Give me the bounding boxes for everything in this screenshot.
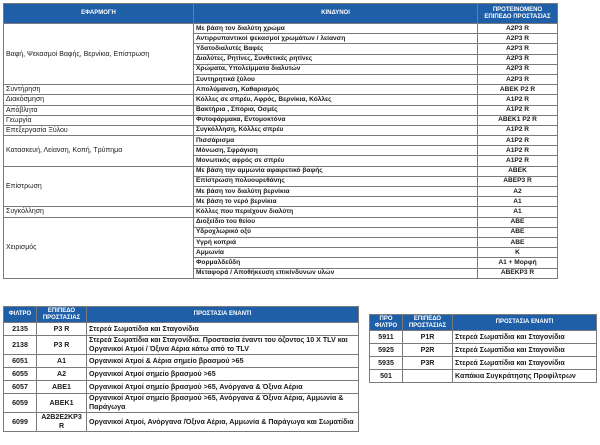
protection-level-cell: A2P3 R [478, 74, 558, 84]
header-filter: ΦΙΛΤΡΟ [4, 307, 37, 323]
application-cell: Συγκόλληση [4, 207, 194, 217]
level-cell: P2R [403, 344, 453, 357]
protection-cell: Στερεά Σωματίδια και Σταγονίδια. Προστασία έναντι του όζοντος 10 X TLV και Οργανικοί Ατμοί / Όξινα Αέρια κάτω από το TLV [87, 336, 359, 355]
level-cell: ABE1 [37, 381, 87, 394]
table-row [370, 357, 597, 370]
table-row [4, 85, 558, 95]
protection-level-cell: A1P2 R [478, 105, 558, 115]
code-cell: 6059 [4, 394, 37, 413]
level-cell: P3 R [37, 323, 87, 336]
protection-cell: Στερεά Σωματίδια και Σταγονίδια [453, 344, 597, 357]
level-cell: ABEK1 [37, 394, 87, 413]
protection-cell: Οργανικοί Ατμοί, Ανόργανα /Όξινα Αέρια, Αμμωνία & Παράγωγα και Σωματίδια [87, 413, 359, 432]
protection-level-cell: A2 [478, 187, 558, 197]
header-hazards: ΚΙΝΔΥΝΟΙ [194, 4, 478, 24]
hazard-cell: Με βάση τον διαλύτη βερνίκια [194, 187, 478, 197]
level-cell: P3 R [37, 336, 87, 355]
hazard-cell: Κόλλες σε σπρέυ, Αφρός, Βερνίκια, Κόλλες [194, 95, 478, 105]
protection-level-cell: A1P2 R [478, 136, 558, 146]
code-cell: 5911 [370, 331, 403, 344]
header-filter-level: ΕΠΙΠΕΔΟ ΠΡΟΣΤΑΣΙΑΣ [37, 307, 87, 323]
protection-level-cell: ABE [478, 227, 558, 237]
table-row [4, 381, 359, 394]
protection-cell: Οργανικοί Ατμοί σημείο βρασμού >65, Ανόργανα & Όξινα Αέρια [87, 381, 359, 394]
hazard-cell: Φορμαλδεΰδη [194, 258, 478, 268]
table-row [4, 394, 359, 413]
protection-level-cell: ABEK1 P2 R [478, 115, 558, 125]
header-prefilter-level: ΕΠΙΠΕΔΟ ΠΡΟΣΤΑΣΙΑΣ [403, 315, 453, 331]
code-cell: 6055 [4, 368, 37, 381]
protection-level-cell: ABEKP3 R [478, 268, 558, 278]
table-row [4, 336, 359, 355]
protection-level-cell: ABEK P2 R [478, 85, 558, 95]
protection-level-cell: K [478, 248, 558, 258]
protection-level-cell: A1P2 R [478, 156, 558, 166]
table-row [4, 217, 558, 227]
application-cell: Γεωργία [4, 115, 194, 125]
prefilter-table [369, 314, 597, 383]
hazard-cell: Βακτήρια , Σπόρια, Οσμές [194, 105, 478, 115]
code-cell: 2138 [4, 336, 37, 355]
level-cell: A1 [37, 355, 87, 368]
protection-cell: Στερεά Σωματίδια και Σταγονίδια [453, 331, 597, 344]
application-cell: Απόβλητα [4, 105, 194, 115]
application-cell: Κατασκευή, Λείανση, Κοπή, Τρύπημα [4, 136, 194, 167]
code-cell: 6051 [4, 355, 37, 368]
hazard-cell: Μονωτικός αφρός σε σπρέυ [194, 156, 478, 166]
protection-level-cell: ABEK [478, 166, 558, 176]
code-cell: 5925 [370, 344, 403, 357]
hazard-cell: Διοξείδιο του θείου [194, 217, 478, 227]
protection-level-cell: A1P2 R [478, 95, 558, 105]
hazard-cell: Με βάση τον διαλύτη χρώμα [194, 24, 478, 34]
table-row [4, 105, 558, 115]
hazard-cell: Με βάση το νερό βερνίκια [194, 197, 478, 207]
hazard-cell: Πισσάρισμα [194, 136, 478, 146]
table-row [4, 95, 558, 105]
header-protection-level: ΠΡΟΤΕΙΝΟΜΕΝΟ ΕΠΙΠΕΔΟ ΠΡΟΣΤΑΣΙΑΣ [478, 4, 558, 24]
protection-cell: Οργανικοί Ατμοί σημείο βρασμού >65, Ανόργανα & Όξινα Αέρια, Αμμωνία & Παράγωγα [87, 394, 359, 413]
protection-level-cell: A1 + Μορφή [478, 258, 558, 268]
code-cell: 2135 [4, 323, 37, 336]
code-cell: 5935 [370, 357, 403, 370]
hazard-cell: Υδατοδιαλυτές Βαφές [194, 44, 478, 54]
table-row [4, 368, 359, 381]
level-cell: P1R [403, 331, 453, 344]
application-cell: Επεξεργασία Ξύλου [4, 125, 194, 135]
hazard-cell: Απολύμανση, Καθαρισμός [194, 85, 478, 95]
hazard-cell: Υγρή κοπριά [194, 237, 478, 247]
protection-level-cell: A1P2 R [478, 146, 558, 156]
table-row [4, 125, 558, 135]
application-cell: Συντήρηση [4, 85, 194, 95]
hazard-cell: Μεταφορά / Αποθήκευση επικίνδυνων υλών [194, 268, 478, 278]
protection-level-cell: A2P3 R [478, 54, 558, 64]
hazard-cell: Αμμωνία [194, 248, 478, 258]
protection-level-cell: A2P3 R [478, 24, 558, 34]
protection-level-cell: ABEP3 R [478, 176, 558, 186]
table-row [4, 115, 558, 125]
code-cell: 6057 [4, 381, 37, 394]
table-row [4, 207, 558, 217]
protection-cell: Οργανικοί Ατμοί & Αέρια σημείο βρασμού >65 [87, 355, 359, 368]
table-row [4, 166, 558, 176]
hazard-cell: Χρώματα, Υπολείμματα διαλυτών [194, 64, 478, 74]
application-cell: Βαφή, Ψεκασμοί Βαφής, Βερνίκια, Επίστρωση [4, 24, 194, 85]
hazard-cell: Μόνωση, Σφράγιση [194, 146, 478, 156]
level-cell: A2B2E2KP3 R [37, 413, 87, 432]
hazard-cell: Επίστρωση πολυουρεθάνης [194, 176, 478, 186]
hazard-cell: Διαλύτες, Ρητίνες, Συνθετικές ρητίνες [194, 54, 478, 64]
protection-level-cell: A1 [478, 197, 558, 207]
hazard-cell: Φυτοφάρμακα, Εντομοκτόνα [194, 115, 478, 125]
hazard-cell: Κόλλες που περιέχουν διαλύτη [194, 207, 478, 217]
table-row [370, 344, 597, 357]
hazard-cell: Με βάση την αμμωνία αφαιρετικό βαφής [194, 166, 478, 176]
table-row [4, 323, 359, 336]
header-prefilter: ΠΡΟ ΦΙΛΤΡΟ [370, 315, 403, 331]
protection-level-cell: A2P3 R [478, 34, 558, 44]
protection-cell: Στερεά Σωματίδια και Σταγονίδια [453, 357, 597, 370]
protection-level-cell: A2P3 R [478, 44, 558, 54]
protection-cell: Καπάκια Συγκράτησης Προφίλτρων [453, 370, 597, 383]
protection-cell: Στερεά Σωματίδια και Σταγονίδια [87, 323, 359, 336]
level-cell: P3R [403, 357, 453, 370]
hazard-cell: Συντηρητικά ξύλου [194, 74, 478, 84]
table-row [370, 331, 597, 344]
application-cell: Χειρισμός [4, 217, 194, 278]
protection-level-table [3, 3, 558, 279]
table-row [4, 413, 359, 432]
hazard-cell: Συγκόλληση, Κόλλες σπρέυ [194, 125, 478, 135]
hazard-cell: Υδροχλωρικό οξύ [194, 227, 478, 237]
application-cell: Επίστρωση [4, 166, 194, 207]
protection-level-cell: A2P3 R [478, 64, 558, 74]
table-row [370, 370, 597, 383]
protection-cell: Οργανικοί Ατμοί σημείο βρασμού >65 [87, 368, 359, 381]
header-prefilter-protection: ΠΡΟΣΤΑΣΙΑ ΕΝΑΝΤΙ [453, 315, 597, 331]
hazard-cell: Αντιρρυπαντικοί ψεκασμοί χρωμάτων / λείανση [194, 34, 478, 44]
header-application: ΕΦΑΡΜΟΓΗ [4, 4, 194, 24]
filter-table [3, 306, 359, 432]
protection-level-cell: A1P2 R [478, 125, 558, 135]
level-cell [403, 370, 453, 383]
protection-level-cell: ABE [478, 237, 558, 247]
header-filter-protection: ΠΡΟΣΤΑΣΙΑ ΕΝΑΝΤΙ [87, 307, 359, 323]
code-cell: 501 [370, 370, 403, 383]
code-cell: 6099 [4, 413, 37, 432]
application-cell: Διακόσμηση [4, 95, 194, 105]
table-row [4, 355, 359, 368]
table-row [4, 24, 558, 34]
protection-level-cell: ABE [478, 217, 558, 227]
level-cell: A2 [37, 368, 87, 381]
protection-level-cell: A1 [478, 207, 558, 217]
table-row [4, 136, 558, 146]
